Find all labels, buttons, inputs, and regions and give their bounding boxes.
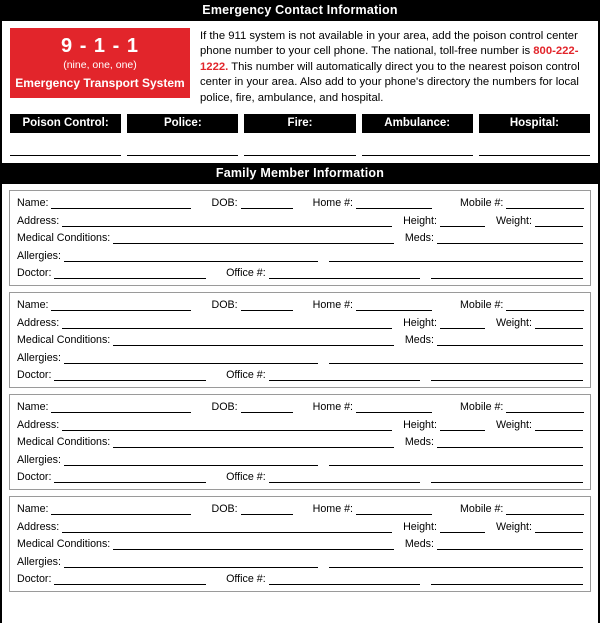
- badge-emergency-transport-system: Emergency Transport System: [15, 76, 185, 90]
- emergency-note-part1: If the 911 system is not available in your area, add the poison control center phone number to your cell phone. The national, toll-free number is: [200, 30, 578, 58]
- input-meds[interactable]: [437, 334, 583, 346]
- label-dob: DOB:: [211, 401, 238, 414]
- input-name[interactable]: [51, 197, 191, 209]
- label-meds: Meds:: [404, 334, 434, 347]
- family-member-card: [9, 190, 591, 286]
- input-mobile-number[interactable]: [506, 401, 584, 413]
- input-address[interactable]: [62, 419, 392, 431]
- input-weight[interactable]: [535, 521, 583, 533]
- poison-control-phone: 800-222-1222.: [200, 45, 579, 73]
- input-doctor[interactable]: [54, 267, 206, 279]
- input-office-continued[interactable]: [431, 267, 583, 279]
- label-meds: Meds:: [404, 436, 434, 449]
- label-allergies: Allergies:: [17, 555, 61, 568]
- input-meds[interactable]: [437, 538, 583, 550]
- input-office-number[interactable]: [269, 573, 421, 585]
- input-name[interactable]: [51, 503, 191, 515]
- input-home-number[interactable]: [356, 197, 432, 209]
- input-weight[interactable]: [535, 419, 583, 431]
- label-name: Name:: [17, 503, 49, 516]
- label-meds: Meds:: [404, 538, 434, 551]
- label-height: Height:: [403, 316, 437, 329]
- input-allergies[interactable]: [64, 250, 318, 262]
- label-mobile-number: Mobile #:: [460, 503, 504, 516]
- family-member-card: [9, 292, 591, 388]
- input-allergies-continued[interactable]: [329, 454, 583, 466]
- input-doctor[interactable]: [54, 369, 206, 381]
- input-office-continued[interactable]: [431, 573, 583, 585]
- input-medical-conditions[interactable]: [113, 334, 394, 346]
- input-medical-conditions[interactable]: [113, 538, 394, 550]
- label-medical-conditions: Medical Conditions:: [17, 232, 111, 245]
- label-dob: DOB:: [211, 197, 238, 210]
- label-medical-conditions: Medical Conditions:: [17, 334, 111, 347]
- input-dob[interactable]: [241, 197, 293, 209]
- input-address[interactable]: [62, 215, 392, 227]
- input-office-continued[interactable]: [431, 471, 583, 483]
- family-members-list: [2, 184, 598, 592]
- label-name: Name:: [17, 401, 49, 414]
- input-weight[interactable]: [535, 317, 583, 329]
- label-allergies: Allergies:: [17, 351, 61, 364]
- label-meds: Meds:: [404, 232, 434, 245]
- input-height[interactable]: [440, 215, 485, 227]
- label-home-number: Home #:: [312, 299, 354, 312]
- label-address: Address:: [17, 520, 60, 533]
- input-allergies-continued[interactable]: [329, 556, 583, 568]
- label-office-number: Office #:: [226, 267, 266, 280]
- input-home-number[interactable]: [356, 299, 432, 311]
- input-name[interactable]: [51, 401, 191, 413]
- label-dob: DOB:: [211, 299, 238, 312]
- contact-input-hospital[interactable]: [479, 133, 590, 156]
- label-weight: Weight:: [495, 214, 532, 227]
- input-allergies[interactable]: [64, 556, 318, 568]
- label-mobile-number: Mobile #:: [460, 299, 504, 312]
- label-mobile-number: Mobile #:: [460, 401, 504, 414]
- input-dob[interactable]: [241, 503, 293, 515]
- label-height: Height:: [403, 214, 437, 227]
- input-meds[interactable]: [437, 436, 583, 448]
- label-weight: Weight:: [495, 418, 532, 431]
- input-height[interactable]: [440, 419, 485, 431]
- contact-input-police[interactable]: [127, 133, 238, 156]
- label-mobile-number: Mobile #:: [460, 197, 504, 210]
- contact-input-poison-control[interactable]: [10, 133, 121, 156]
- label-home-number: Home #:: [312, 401, 354, 414]
- label-name: Name:: [17, 299, 49, 312]
- label-height: Height:: [403, 520, 437, 533]
- input-allergies-continued[interactable]: [329, 250, 583, 262]
- label-allergies: Allergies:: [17, 249, 61, 262]
- input-home-number[interactable]: [356, 401, 432, 413]
- input-medical-conditions[interactable]: [113, 436, 394, 448]
- label-office-number: Office #:: [226, 573, 266, 586]
- label-home-number: Home #:: [312, 197, 354, 210]
- label-office-number: Office #:: [226, 369, 266, 382]
- family-member-card: [9, 394, 591, 490]
- label-address: Address:: [17, 214, 60, 227]
- input-name[interactable]: [51, 299, 191, 311]
- input-mobile-number[interactable]: [506, 197, 584, 209]
- emergency-note-part2: This number will automatically direct you to the nearest poison control center in your area. Also add to your phone's directory the numbers for local police, fire, ambulance, and hospital.: [200, 60, 580, 104]
- badge-911-number: 9 - 1 - 1: [61, 35, 139, 57]
- label-name: Name:: [17, 197, 49, 210]
- label-allergies: Allergies:: [17, 453, 61, 466]
- label-home-number: Home #:: [312, 503, 354, 516]
- contact-label-police: Police:: [127, 114, 238, 133]
- input-height[interactable]: [440, 521, 485, 533]
- badge-911: [10, 28, 190, 98]
- input-dob[interactable]: [241, 401, 293, 413]
- label-address: Address:: [17, 418, 60, 431]
- input-doctor[interactable]: [54, 573, 206, 585]
- input-allergies[interactable]: [64, 454, 318, 466]
- input-allergies-continued[interactable]: [329, 352, 583, 364]
- label-office-number: Office #:: [226, 471, 266, 484]
- emergency-note: [200, 28, 590, 106]
- input-address[interactable]: [62, 317, 392, 329]
- label-height: Height:: [403, 418, 437, 431]
- input-height[interactable]: [440, 317, 485, 329]
- input-office-number[interactable]: [269, 267, 421, 279]
- contact-value-row: [2, 133, 598, 163]
- badge-911-spelled: (nine, one, one): [63, 59, 137, 71]
- contact-label-ambulance: Ambulance:: [362, 114, 473, 133]
- input-meds[interactable]: [437, 232, 583, 244]
- label-doctor: Doctor:: [17, 573, 52, 586]
- input-doctor[interactable]: [54, 471, 206, 483]
- contact-input-fire[interactable]: [244, 133, 355, 156]
- label-doctor: Doctor:: [17, 369, 52, 382]
- label-address: Address:: [17, 316, 60, 329]
- input-office-continued[interactable]: [431, 369, 583, 381]
- input-mobile-number[interactable]: [506, 503, 584, 515]
- input-allergies[interactable]: [64, 352, 318, 364]
- label-weight: Weight:: [495, 316, 532, 329]
- label-medical-conditions: Medical Conditions:: [17, 436, 111, 449]
- label-dob: DOB:: [211, 503, 238, 516]
- input-home-number[interactable]: [356, 503, 432, 515]
- contact-label-row: [2, 110, 598, 133]
- input-office-number[interactable]: [269, 369, 421, 381]
- contact-label-poison-control: Poison Control:: [10, 114, 121, 133]
- contact-label-fire: Fire:: [244, 114, 355, 133]
- input-dob[interactable]: [241, 299, 293, 311]
- contact-input-ambulance[interactable]: [362, 133, 473, 156]
- label-doctor: Doctor:: [17, 471, 52, 484]
- label-weight: Weight:: [495, 520, 532, 533]
- input-weight[interactable]: [535, 215, 583, 227]
- emergency-block: [2, 21, 598, 110]
- label-doctor: Doctor:: [17, 267, 52, 280]
- section-header-family: Family Member Information: [2, 163, 598, 184]
- family-member-card: [9, 496, 591, 592]
- input-office-number[interactable]: [269, 471, 421, 483]
- input-address[interactable]: [62, 521, 392, 533]
- input-medical-conditions[interactable]: [113, 232, 394, 244]
- section-header-emergency: Emergency Contact Information: [2, 0, 598, 21]
- label-medical-conditions: Medical Conditions:: [17, 538, 111, 551]
- contact-label-hospital: Hospital:: [479, 114, 590, 133]
- input-mobile-number[interactable]: [506, 299, 584, 311]
